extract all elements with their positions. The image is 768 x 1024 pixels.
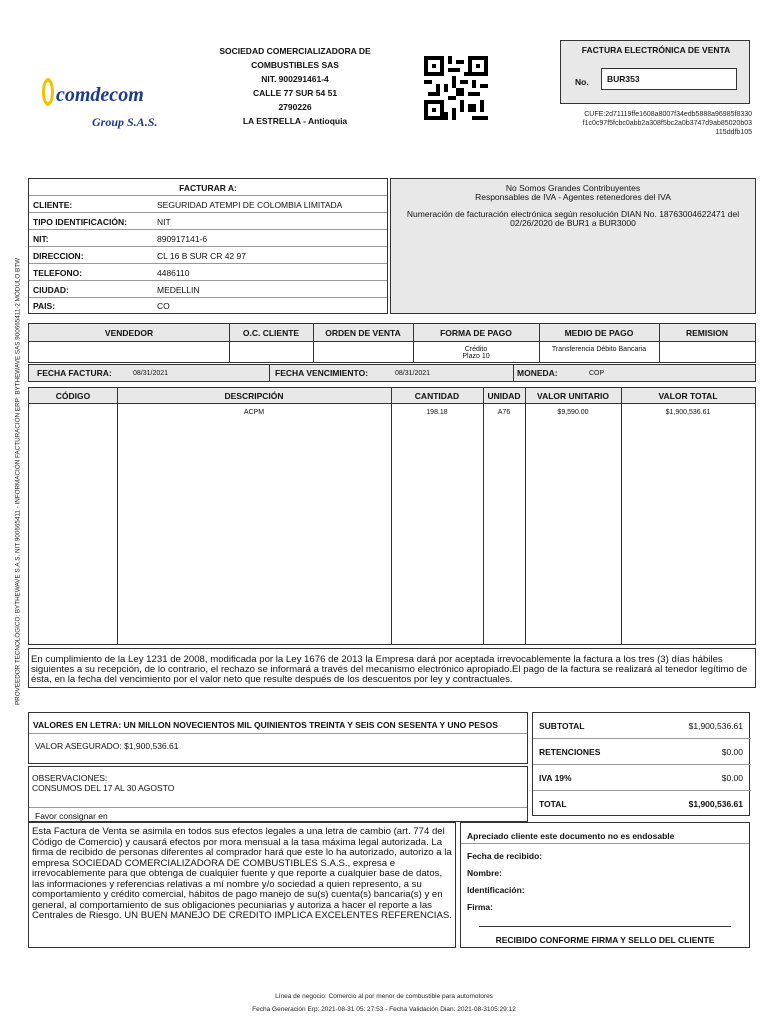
payment-means-value: Transferencia Débito Bancaria <box>551 346 647 353</box>
provider-side-text: PROVEEDOR TECNOLÓGICO: BYTHEWAVE S.A.S. NIT 900665411 - INFORMACIÓN FACTURACIÓN ERP: BYTHEWAVE SAS 900665411-2 MÓDULO BTW <box>14 257 22 706</box>
phone-label: TELEFONO: <box>33 268 83 278</box>
retentions-row <box>533 739 751 765</box>
signature-label: Firma: <box>467 902 493 912</box>
company-name-2: COMBUSTIBLES SAS <box>251 60 339 70</box>
company-phone: 2790226 <box>278 102 312 112</box>
invoice-box <box>560 40 750 104</box>
header-seller: VENDEDOR <box>104 328 154 338</box>
sales-table <box>28 323 756 363</box>
signature-line <box>479 926 731 927</box>
header-remission: REMISION <box>685 328 729 338</box>
city-label: CIUDAD: <box>33 285 69 295</box>
iva-row <box>533 765 751 791</box>
client-block <box>28 178 388 314</box>
currency-value: COP <box>589 370 605 377</box>
observations-label: OBSERVACIONES: <box>32 773 108 783</box>
tax-info-line4: 02/26/2020 de BUR1 a BUR3000 <box>510 218 636 228</box>
retentions-value: $0.00 <box>721 747 743 757</box>
client-label: CLIENTE: <box>33 200 73 210</box>
insured-value: VALOR ASEGURADO: $1,900,536.61 <box>35 741 179 751</box>
total-row <box>533 791 751 817</box>
invoice-title: FACTURA ELECTRÓNICA DE VENTA <box>581 45 731 55</box>
client-name: SEGURIDAD ATEMPI DE COLOMBIA LIMITADA <box>157 200 343 210</box>
exchange-bill-text: Esta Factura de Venta se asimila en todos sus efectos legales a una letra de cambio (art. 774 del Código de Comercio) y causará efectos por mora mensual a la tasa máxima legal autorizada. La firma de recibido de personas diferentes al comprador hará que este lo ha autorizado, autorizo a la empresa SOCIEDAD COMERCIALIZADORA DE COMBUSTIBLES S.A.S., expresa e irrevocablemente para que obtenga de cualquier fuente y que reporte a cualquier base de datos, las informaciones y referencias relativas a mí nombre y/o sociedad a quien represento, a su comportamiento y crédito comercial, hábitos de pago manejo de su(s) cuenta(s) bancaria(s) y en general, al comportamiento de sus obligaciones pecuniarias y autoriza a hacer el reporte a las Centrales de Riesgo. UN BUEN MANEJO DE CREDITO IMPLICA EXCELENTES REFERENCIAS. <box>28 822 456 948</box>
header-payment-means: MEDIO DE PAGO <box>564 328 634 338</box>
footer-business-line: Línea de negocio: Comercio al por menor de combustible para automotores <box>275 993 493 1000</box>
item-unit: A76 <box>497 409 511 416</box>
observations-text: CONSUMOS DEL 17 AL 30 AGOSTO <box>32 783 175 793</box>
currency-label: MONEDA: <box>517 368 558 378</box>
receiver-id-label: Identificación: <box>467 885 525 895</box>
header-description: DESCRIPCIÓN <box>224 391 284 401</box>
iva-label: IVA 19% <box>539 773 572 783</box>
iva-value: $0.00 <box>721 773 743 783</box>
amount-in-words: VALORES EN LETRA: UN MILLON NOVECIENTOS MIL QUINIENTOS TREINTA Y SEIS CON SESENTA Y UNO PESOS <box>33 720 498 730</box>
payment-form-1: Crédito <box>464 346 488 353</box>
amount-words-block <box>28 712 528 764</box>
received-conform-label: RECIBIDO CONFORME FIRMA Y SELLO DEL CLIENTE <box>495 935 715 945</box>
nit-label: NIT: <box>33 234 49 244</box>
not-endorsable-note: Apreciado cliente este documento no es endosable <box>467 831 675 841</box>
items-table <box>28 387 756 645</box>
logo-text: comdecom <box>56 84 144 106</box>
subtotal-row <box>533 713 751 739</box>
tax-info-line1: No Somos Grandes Contribuyentes <box>505 183 641 193</box>
qr-code <box>424 56 488 120</box>
legal-text: En cumplimiento de la Ley 1231 de 2008, modificada por la Ley 1676 de 2013 la Empresa dará por aceptada irrevocablemente la factura a los tres (3) días hábiles siguientes a su recepción, de lo contrario, el rechazo se informará a través del mecanismo electrónico apropiado.El pago de la factura se realizará al tenedor legítimo de ésta, en la fecha del vencimiento por el valor neto que resulte después de los descuentos por ley y contractuales. <box>28 648 756 688</box>
total-value: $1,900,536.61 <box>688 799 743 809</box>
invoice-date-label: FECHA FACTURA: <box>37 368 112 378</box>
receipt-block <box>460 822 750 948</box>
address-label: DIRECCION: <box>33 251 84 261</box>
invoice-date: 08/31/2021 <box>133 370 169 377</box>
company-address: CALLE 77 SUR 54 51 <box>252 88 338 98</box>
header-total: VALOR TOTAL <box>658 391 718 401</box>
due-date: 08/31/2021 <box>395 370 431 377</box>
item-description: ACPM <box>243 409 265 416</box>
item-unit-price: $9,590.00 <box>557 409 589 416</box>
company-city: LA ESTRELLA - Antioquia <box>242 116 348 126</box>
subtotal-label: SUBTOTAL <box>539 721 585 731</box>
nit-value: 890917141-6 <box>157 234 208 244</box>
tax-info-block <box>390 178 756 314</box>
item-quantity: 198.18 <box>426 409 448 416</box>
cufe-code: CUFE:2d71119ffe1608a8007f34edb5888a96985f8330 f1c0c97f5fcbc0abb2a308f5bc2a0b3747d9ab85020b03 115ddfb105 <box>582 111 752 136</box>
subtotal-value: $1,900,536.61 <box>688 721 743 731</box>
header-quantity: CANTIDAD <box>414 391 460 401</box>
observations-block <box>28 766 528 822</box>
totals-block <box>532 712 750 816</box>
due-date-label: FECHA VENCIMIENTO: <box>275 368 369 378</box>
id-type-value: NIT <box>157 217 171 227</box>
country-value: CO <box>157 301 170 311</box>
deposit-note: Favor consignar en <box>35 811 108 821</box>
company-info <box>200 44 390 128</box>
header-unit: UNIDAD <box>487 391 521 401</box>
city-value: MEDELLIN <box>157 285 200 295</box>
payment-form-2: Plazo 10 <box>462 353 490 360</box>
dates-row <box>28 364 756 382</box>
header-sales-order: ORDEN DE VENTA <box>325 328 401 338</box>
footer-dates: Fecha Generación Erp: 2021-08-31 05: 27:53 - Fecha Validación Dian: 2021-08-3105:29:12 <box>252 1006 516 1013</box>
header-unit-price: VALOR UNITARIO <box>537 391 609 401</box>
logo-subtext: Group S.A.S. <box>92 115 158 129</box>
header-payment-form: FORMA DE PAGO <box>440 328 512 338</box>
retentions-label: RETENCIONES <box>539 747 601 757</box>
header-code: CÓDIGO <box>55 391 91 401</box>
phone-value: 4486110 <box>157 268 190 278</box>
company-nit: NIT. 900291461-4 <box>261 74 329 84</box>
item-total: $1,900,536.61 <box>665 409 711 416</box>
tax-info-line3: Numeración de facturación electrónica según resolución DIAN No. 18763004622471 del <box>406 209 740 219</box>
bill-to-heading: FACTURAR A: <box>179 183 237 193</box>
header-client-po: O.C. CLIENTE <box>242 328 300 338</box>
address-value: CL 16 B SUR CR 42 97 <box>157 251 246 261</box>
tax-info-line2: Responsables de IVA - Agentes retenedores del IVA <box>475 192 671 202</box>
invoice-number-label: No. <box>575 77 589 87</box>
company-logo <box>36 68 166 138</box>
company-name-1: SOCIEDAD COMERCIALIZADORA DE <box>219 46 371 56</box>
country-label: PAIS: <box>33 301 56 311</box>
receiver-name-label: Nombre: <box>467 868 502 878</box>
received-date-label: Fecha de recibido: <box>467 851 543 861</box>
id-type-label: TIPO IDENTIFICACIÓN: <box>33 217 127 227</box>
invoice-number: BUR353 <box>601 68 737 90</box>
total-label: TOTAL <box>539 799 567 809</box>
